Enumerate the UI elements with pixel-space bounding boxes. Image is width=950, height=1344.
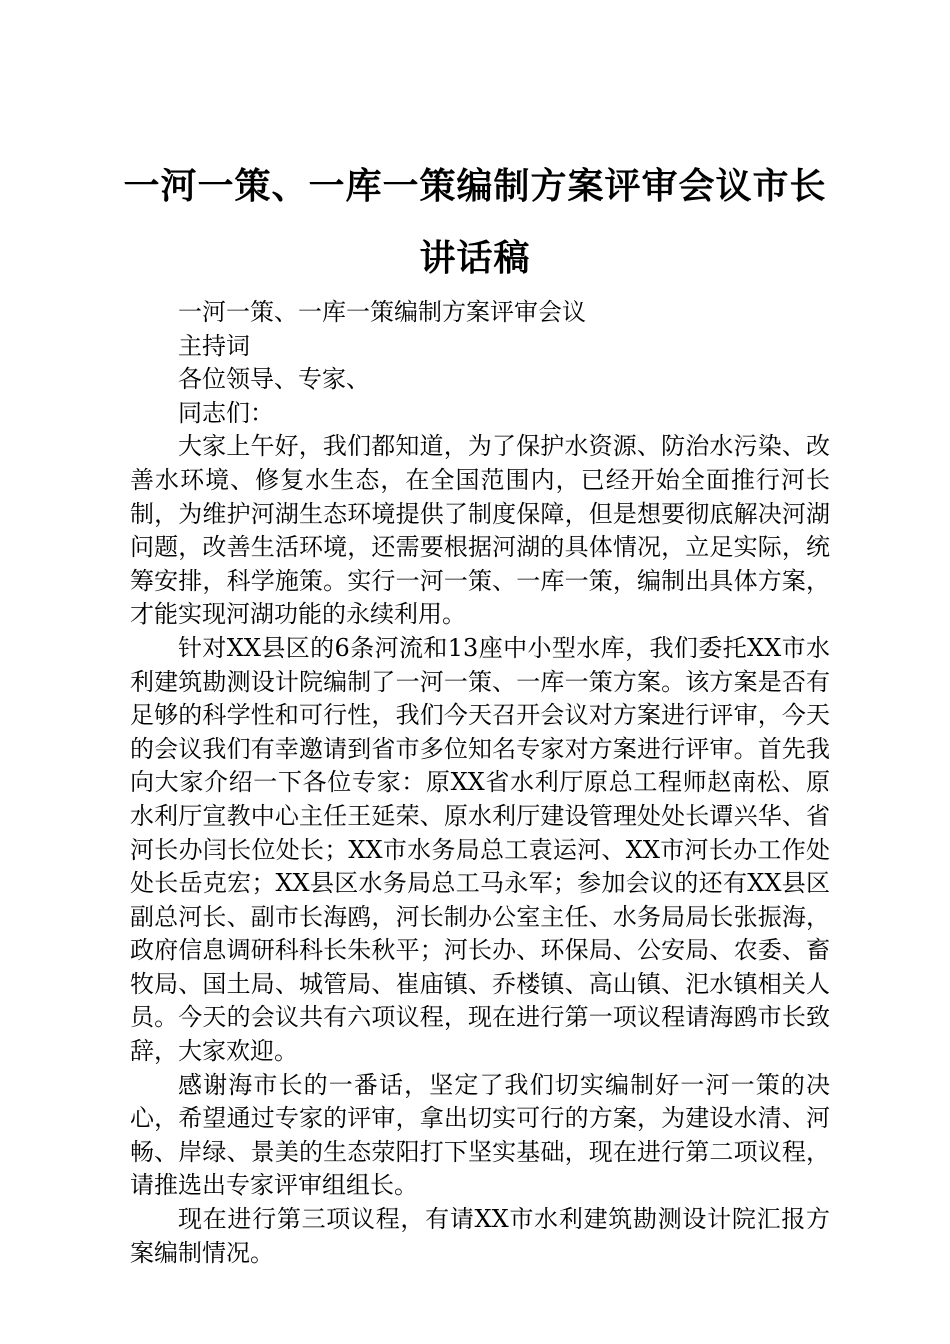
paragraph-thanks: 感谢海市长的一番话，坚定了我们切实编制好一河一策的决心，希望通过专家的评审，拿出切实可行的方案，为建设水清、河畅、岸绿、景美的生态荥阳打下坚实基础，现在进行第二项议程，请推选出专家评审组组长。	[130, 1070, 830, 1200]
host-words-line: 主持词	[178, 331, 250, 360]
paragraph-third-agenda: 现在进行第三项议程，有请XX市水利建筑勘测设计院汇报方案编制情况。	[130, 1205, 830, 1267]
paragraph-intro: 大家上午好，我们都知道，为了保护水资源、防治水污染、改善水环境、修复水生态，在全国范围内，已经开始全面推行河长制，为维护河湖生态环境提供了制度保障，但是想要彻底解决河湖问题，改善生活环境，还需要根据河湖的具体情况，立足实际，统筹安排，科学施策。实行一河一策、一库一策，编制出具体方案，才能实现河湖功能的永续利用。	[130, 432, 830, 629]
meeting-name-line: 一河一策、一库一策编制方案评审会议	[178, 298, 586, 326]
document-body	[130, 296, 830, 1270]
greeting-line-2: 同志们：	[178, 398, 274, 427]
greeting-line: 各位领导、专家、	[178, 365, 370, 394]
document-title: 一河一策、一库一策编制方案评审会议市长讲话稿	[123, 165, 827, 279]
paragraph-experts: 针对XX县区的6条河流和13座中小型水库，我们委托XX市水利建筑勘测设计院编制了一河一策、一库一策方案。该方案是否有足够的科学性和可行性，我们今天召开会议对方案进行评审，今天的会议我们有幸邀请到省市多位知名专家对方案进行评审。首先我向大家介绍一下各位专家：原XX省水利厅原总工程师赵南松、原水利厅宣教中心主任王延荣、原水利厅建设管理处处长谭兴华、省河长办闫长位处长；XX市水务局总工袁运河、XX市河长办工作处处长岳克宏；XX县区水务局总工马永军；参加会议的还有XX县区副总河长、副市长海鸥，河长制办公室主任、水务局局长张振海，政府信息调研科科长朱秋平；河长办、环保局、公安局、农委、畜牧局、国土局、城管局、崔庙镇、乔楼镇、高山镇、汜水镇相关人员。今天的会议共有六项议程，现在进行第一项议程请海鸥市长致辞，大家欢迎。	[130, 633, 830, 1066]
